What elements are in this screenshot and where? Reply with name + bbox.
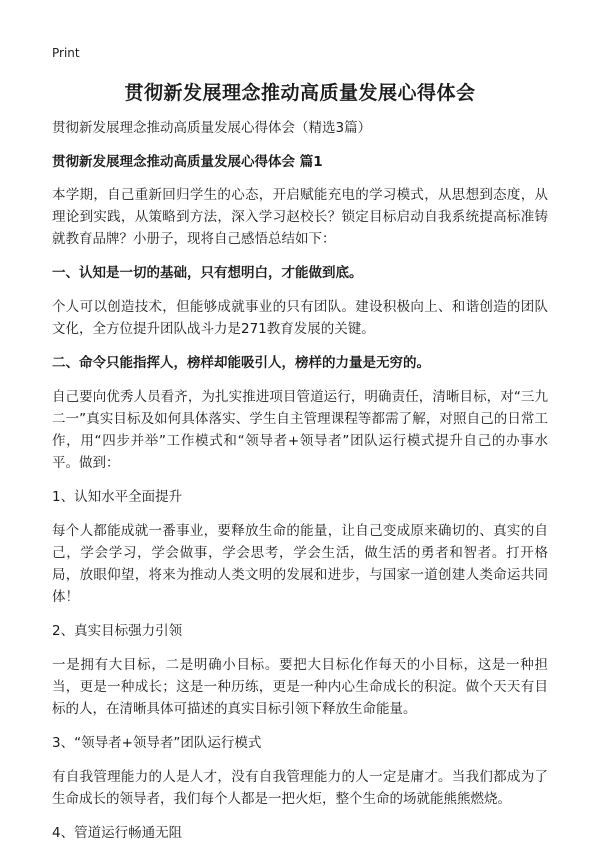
document-subtitle: 贯彻新发展理念推动高质量发展心得体会（精选3篇） <box>52 120 372 136</box>
subheading-team-mode: 3、“领导者+领导者”团队运行模式 <box>52 735 262 751</box>
document-body <box>52 118 548 856</box>
paragraph-cognition: 每个人都能成就一番事业，要释放生命的能量，让自己变成原来确切的、真实的自己，学会学习，学会做事，学会思考，学会生活，做生活的勇者和智者。打开格局，放眼仰望，将来为推动人类文明的发展和进步，与国家一道创建人类命运共同体！ <box>52 523 548 605</box>
intro-paragraph: 本学期，自己重新回归学生的心态，开启赋能充电的学习模式，从思想到态度，从理论到实践，从策略到方法，深入学习赵校长？锁定目标启动自我系统提高标准铸就教育品牌？小册子，现将自己感悟总结如下： <box>52 187 548 247</box>
paragraph-goals: 一是拥有大目标，二是明确小目标。要把大目标化作每天的小目标，这是一种担当，更是一种成长；这是一种历练，更是一种内心生命成长的积淀。做个天天有目标的人，在清晰具体可描述的真实目标引领下释放生命能量。 <box>52 657 548 717</box>
subheading-pipeline: 4、管道运行畅通无阻 <box>52 825 183 841</box>
heading-one: 一、认知是一切的基础，只有想明白，才能做到底。 <box>52 265 363 281</box>
subheading-goals: 2、真实目标强力引领 <box>52 623 183 639</box>
section-title: 贯彻新发展理念推动高质量发展心得体会 篇1 <box>52 154 323 170</box>
paragraph-team-mode: 有自我管理能力的人是人才，没有自我管理能力的人一定是庸才。当我们都成为了生命成长的领导者，我们每个人都是一把火炬，整个生命的场就能熊熊燃烧。 <box>52 769 548 807</box>
paragraph-team: 个人可以创造技术，但能够成就事业的只有团队。建设积极向上、和谐创造的团队文化，全方位提升团队战斗力是271教育发展的关键。 <box>52 299 548 337</box>
heading-two: 二、命令只能指挥人，榜样却能吸引人，榜样的力量是无穷的。 <box>52 355 430 371</box>
print-link[interactable]: Print <box>52 46 80 60</box>
subheading-cognition: 1、认知水平全面提升 <box>52 489 183 505</box>
page-title: 贯彻新发展理念推动高质量发展心得体会 <box>124 82 476 104</box>
paragraph-role-model: 自己要向优秀人员看齐，为扎实推进项目管道运行，明确责任，清晰目标，对“三九二一”真实目标及如何具体落实、学生自主管理课程等都需了解，对照自己的日常工作，用“四步并举”工作模式和“领导者+领导者”团队运行模式提升自己的办事水平。做到： <box>52 389 548 471</box>
